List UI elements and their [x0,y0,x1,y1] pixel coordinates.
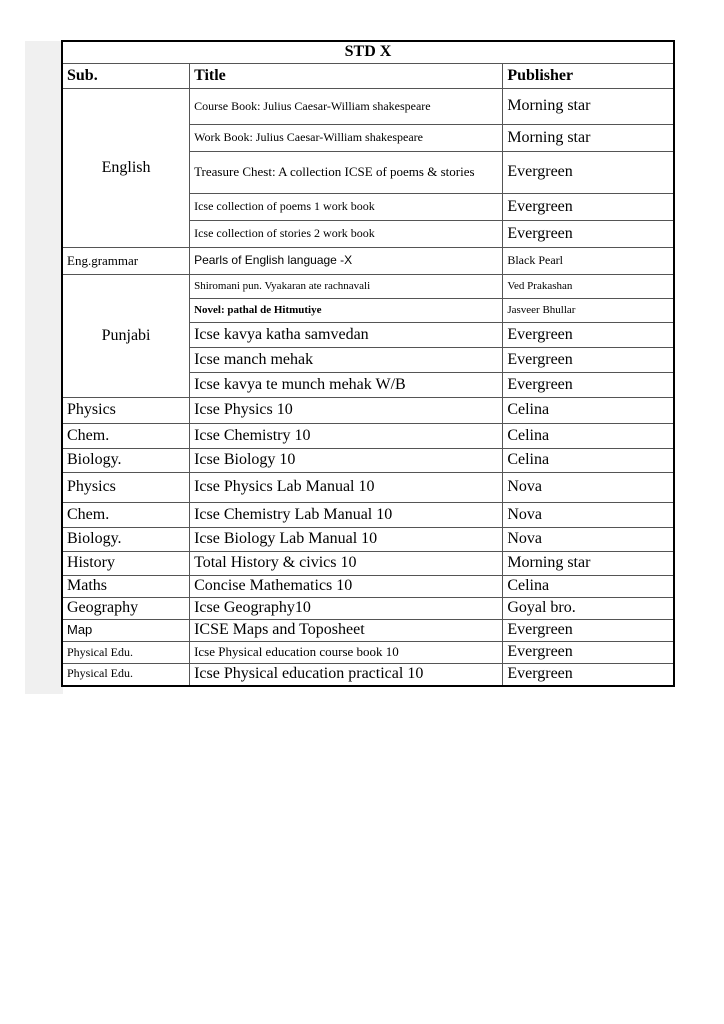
subject-cell: Eng.grammar [62,248,190,275]
title-cell: Icse Biology 10 [190,449,503,473]
margin-shade [25,41,63,694]
table-row [62,620,674,642]
publisher-cell: Evergreen [503,664,674,686]
publisher-cell: Jasveer Bhullar [503,299,674,323]
subject-cell: Physics [62,473,190,503]
subject-cell: Geography [62,598,190,620]
header-publisher: Publisher [503,64,674,89]
publisher-cell: Goyal bro. [503,598,674,620]
subject-cell: English [62,89,190,248]
subject-cell: Biology. [62,449,190,473]
title-cell: Icse Chemistry Lab Manual 10 [190,503,503,528]
publisher-cell: Morning star [503,89,674,125]
publisher-cell: Nova [503,528,674,552]
title-cell: Icse manch mehak [190,348,503,373]
publisher-cell: Celina [503,576,674,598]
publisher-cell: Evergreen [503,373,674,398]
publisher-cell: Evergreen [503,323,674,348]
subject-cell: Physical Edu. [62,642,190,664]
subject-cell: Physics [62,398,190,424]
publisher-cell: Morning star [503,125,674,152]
subject-cell: Physical Edu. [62,664,190,686]
table-row [62,503,674,528]
publisher-cell: Nova [503,473,674,503]
table-row [62,424,674,449]
title-cell: Icse Geography10 [190,598,503,620]
table-row [62,664,674,686]
title-cell: Icse Physical education practical 10 [190,664,503,686]
subject-cell: Punjabi [62,275,190,398]
subject-cell: Chem. [62,424,190,449]
publisher-cell: Evergreen [503,348,674,373]
title-cell: Shiromani pun. Vyakaran ate rachnavali [190,275,503,299]
title-cell: Total History & civics 10 [190,552,503,576]
title-cell: Icse Physics Lab Manual 10 [190,473,503,503]
publisher-cell: Celina [503,449,674,473]
title-cell: Icse collection of poems 1 work book [190,194,503,221]
table-title: STD X [62,41,674,64]
subject-cell: Map [62,620,190,642]
table-row [62,89,674,125]
title-cell: Icse kavya katha samvedan [190,323,503,348]
table-row [62,598,674,620]
subject-cell: Chem. [62,503,190,528]
table-row [62,552,674,576]
publisher-cell: Celina [503,398,674,424]
title-cell: Icse kavya te munch mehak W/B [190,373,503,398]
title-cell: Work Book: Julius Caesar-William shakespeare [190,125,503,152]
table-row [62,576,674,598]
publisher-cell: Evergreen [503,221,674,248]
title-cell: Icse Chemistry 10 [190,424,503,449]
table-row [62,473,674,503]
publisher-cell: Evergreen [503,642,674,664]
subject-cell: Maths [62,576,190,598]
header-sub: Sub. [62,64,190,89]
table-row [62,275,674,299]
publisher-cell: Black Pearl [503,248,674,275]
table-row [62,642,674,664]
header-title: Title [190,64,503,89]
header-row [62,64,674,89]
title-cell: Icse collection of stories 2 work book [190,221,503,248]
title-cell: Icse Biology Lab Manual 10 [190,528,503,552]
table-title-row [62,41,674,64]
subject-cell: Biology. [62,528,190,552]
title-cell: Pearls of English language -X [190,248,503,275]
title-cell: Novel: pathal de Hitmutiye [190,299,503,323]
publisher-cell: Nova [503,503,674,528]
publisher-cell: Evergreen [503,620,674,642]
title-cell: Concise Mathematics 10 [190,576,503,598]
table-row [62,248,674,275]
title-cell: Treasure Chest: A collection ICSE of poems & stories [190,152,503,194]
title-cell: Icse Physics 10 [190,398,503,424]
publisher-cell: Evergreen [503,194,674,221]
publisher-cell: Morning star [503,552,674,576]
table-row [62,528,674,552]
title-cell: Icse Physical education course book 10 [190,642,503,664]
publisher-cell: Evergreen [503,152,674,194]
book-list-table [61,40,675,687]
publisher-cell: Ved Prakashan [503,275,674,299]
table-row [62,398,674,424]
table-row [62,449,674,473]
title-cell: ICSE Maps and Toposheet [190,620,503,642]
publisher-cell: Celina [503,424,674,449]
title-cell: Course Book: Julius Caesar-William shakespeare [190,89,503,125]
subject-cell: History [62,552,190,576]
